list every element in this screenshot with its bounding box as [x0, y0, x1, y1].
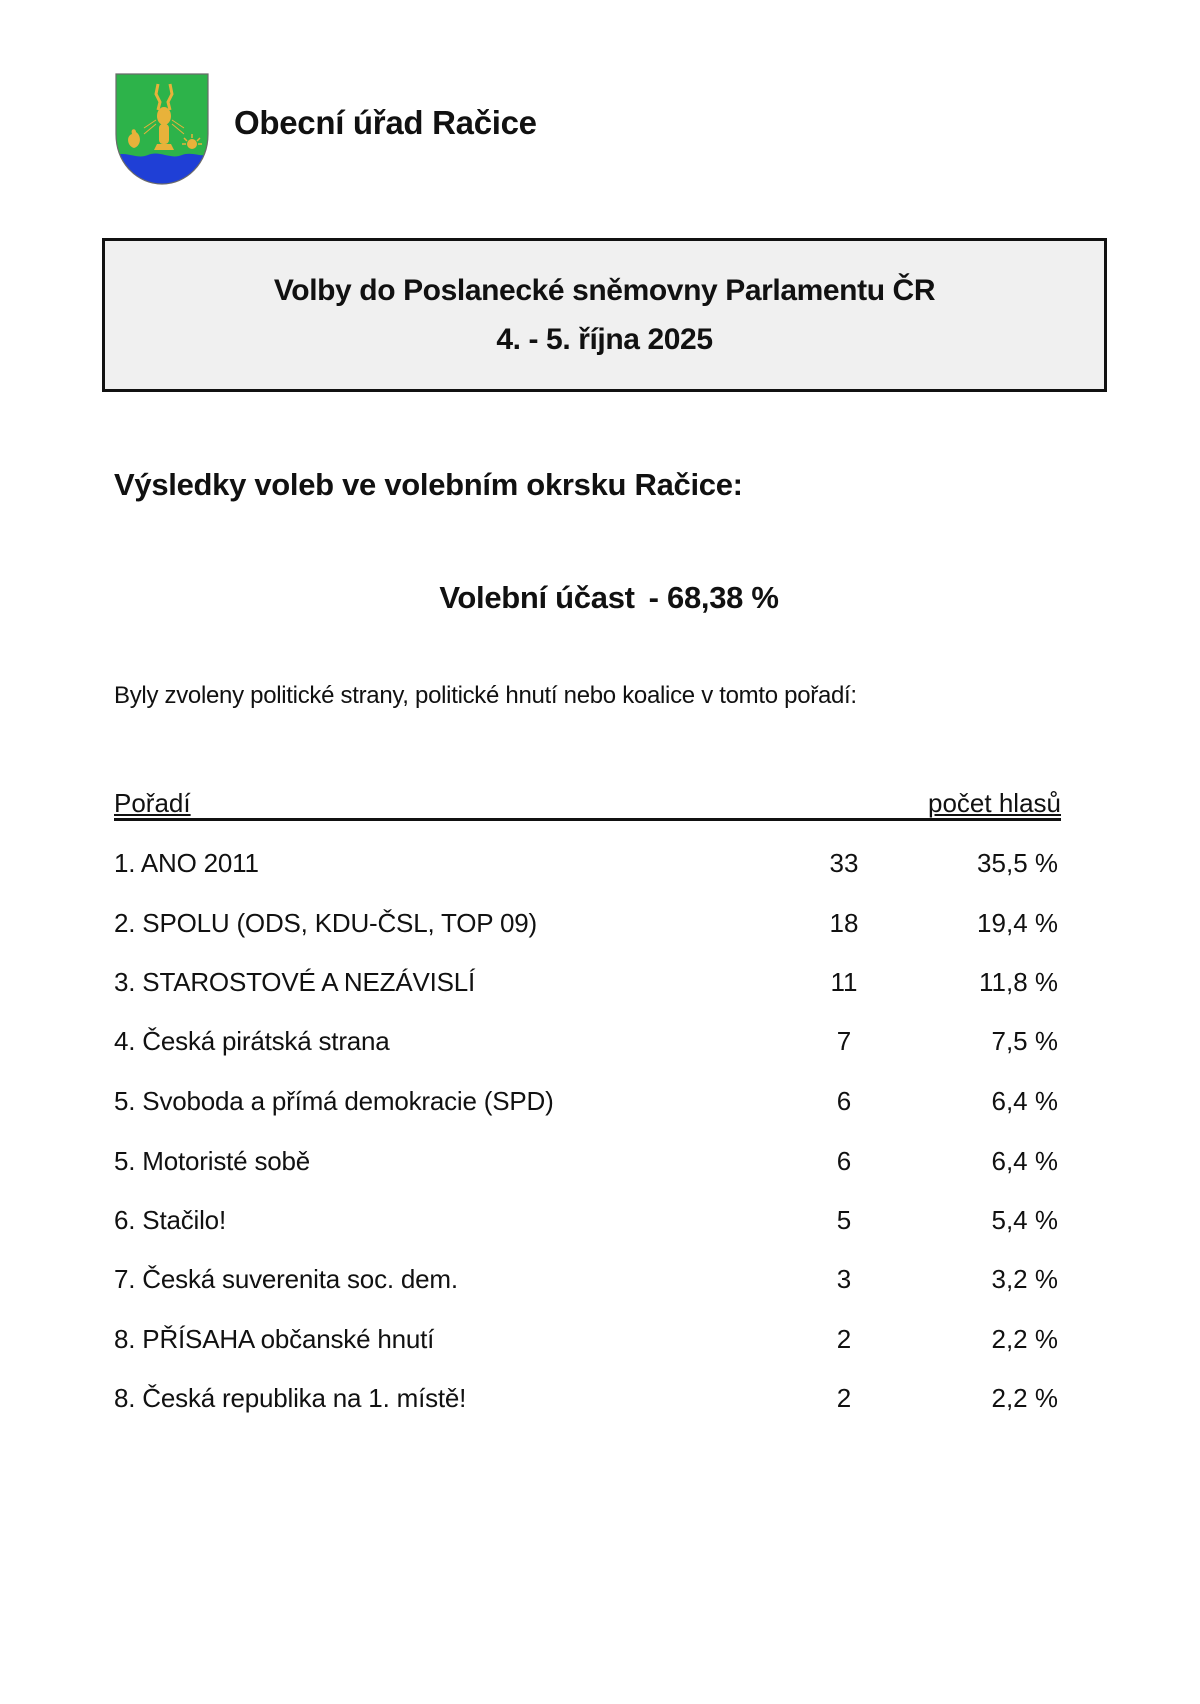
vote-percent: 3,2 % [991, 1264, 1058, 1294]
party-name: 2. SPOLU (ODS, KDU-ČSL, TOP 09) [114, 908, 537, 938]
vote-count: 5 [836, 1205, 852, 1235]
party-name: 8. Česká republika na 1. místě! [114, 1383, 467, 1413]
vote-percent: 2,2 % [991, 1324, 1058, 1354]
party-name: 1. ANO 2011 [114, 848, 259, 878]
vote-count: 6 [836, 1146, 852, 1176]
party-name: 4. Česká pirátská strana [114, 1026, 390, 1056]
vote-percent: 6,4 % [991, 1146, 1058, 1176]
results-heading: Výsledky voleb ve volebním okrsku Račice: [114, 467, 743, 502]
election-title: Volby do Poslanecké sněmovny Parlamentu ČR [273, 274, 936, 307]
vote-percent: 19,4 % [977, 908, 1058, 938]
vote-count: 33 [829, 848, 859, 878]
party-name: 7. Česká suverenita soc. dem. [114, 1264, 458, 1294]
turnout-label: Volební účast [439, 580, 635, 615]
party-name: 6. Stačilo! [114, 1205, 226, 1235]
vote-percent: 6,4 % [991, 1086, 1058, 1116]
vote-percent: 35,5 % [977, 848, 1058, 878]
table-row [114, 848, 1061, 888]
table-row [114, 908, 1061, 948]
election-dates: 4. - 5. října 2025 [496, 323, 713, 356]
table-row [114, 1026, 1061, 1066]
vote-percent: 2,2 % [991, 1383, 1058, 1413]
column-header-order: Pořadí [114, 788, 191, 818]
vote-count: 11 [830, 967, 858, 997]
intro-text: Byly zvoleny politické strany, politické hnutí nebo koalice v tomto pořadí: [114, 682, 857, 709]
election-title-box [102, 238, 1107, 392]
vote-count: 18 [829, 908, 859, 938]
party-name: 5. Svoboda a přímá demokracie (SPD) [114, 1086, 554, 1116]
party-name: 5. Motoristé sobě [114, 1146, 311, 1176]
column-header-votes: počet hlasů [928, 788, 1061, 818]
turnout-value: - 68,38 % [648, 580, 779, 615]
vote-count: 2 [836, 1383, 852, 1413]
table-row [114, 1205, 1061, 1245]
vote-percent: 5,4 % [991, 1205, 1058, 1235]
party-name: 3. STAROSTOVÉ A NEZÁVISLÍ [114, 967, 476, 997]
turnout-line [0, 580, 1200, 616]
municipal-coat-of-arms-icon [114, 72, 210, 186]
results-table-header [114, 788, 1061, 821]
table-row [114, 1146, 1061, 1186]
party-name: 8. PŘÍSAHA občanské hnutí [114, 1324, 435, 1354]
table-row [114, 1264, 1061, 1304]
table-row [114, 1324, 1061, 1364]
vote-count: 2 [836, 1324, 852, 1354]
office-title: Obecní úřad Račice [234, 104, 537, 141]
vote-percent: 11,8 % [978, 967, 1058, 997]
table-row [114, 967, 1061, 1007]
vote-count: 3 [836, 1264, 852, 1294]
vote-percent: 7,5 % [991, 1026, 1058, 1056]
vote-count: 7 [836, 1026, 852, 1056]
vote-count: 6 [836, 1086, 852, 1116]
table-row [114, 1086, 1061, 1126]
table-row [114, 1383, 1061, 1423]
